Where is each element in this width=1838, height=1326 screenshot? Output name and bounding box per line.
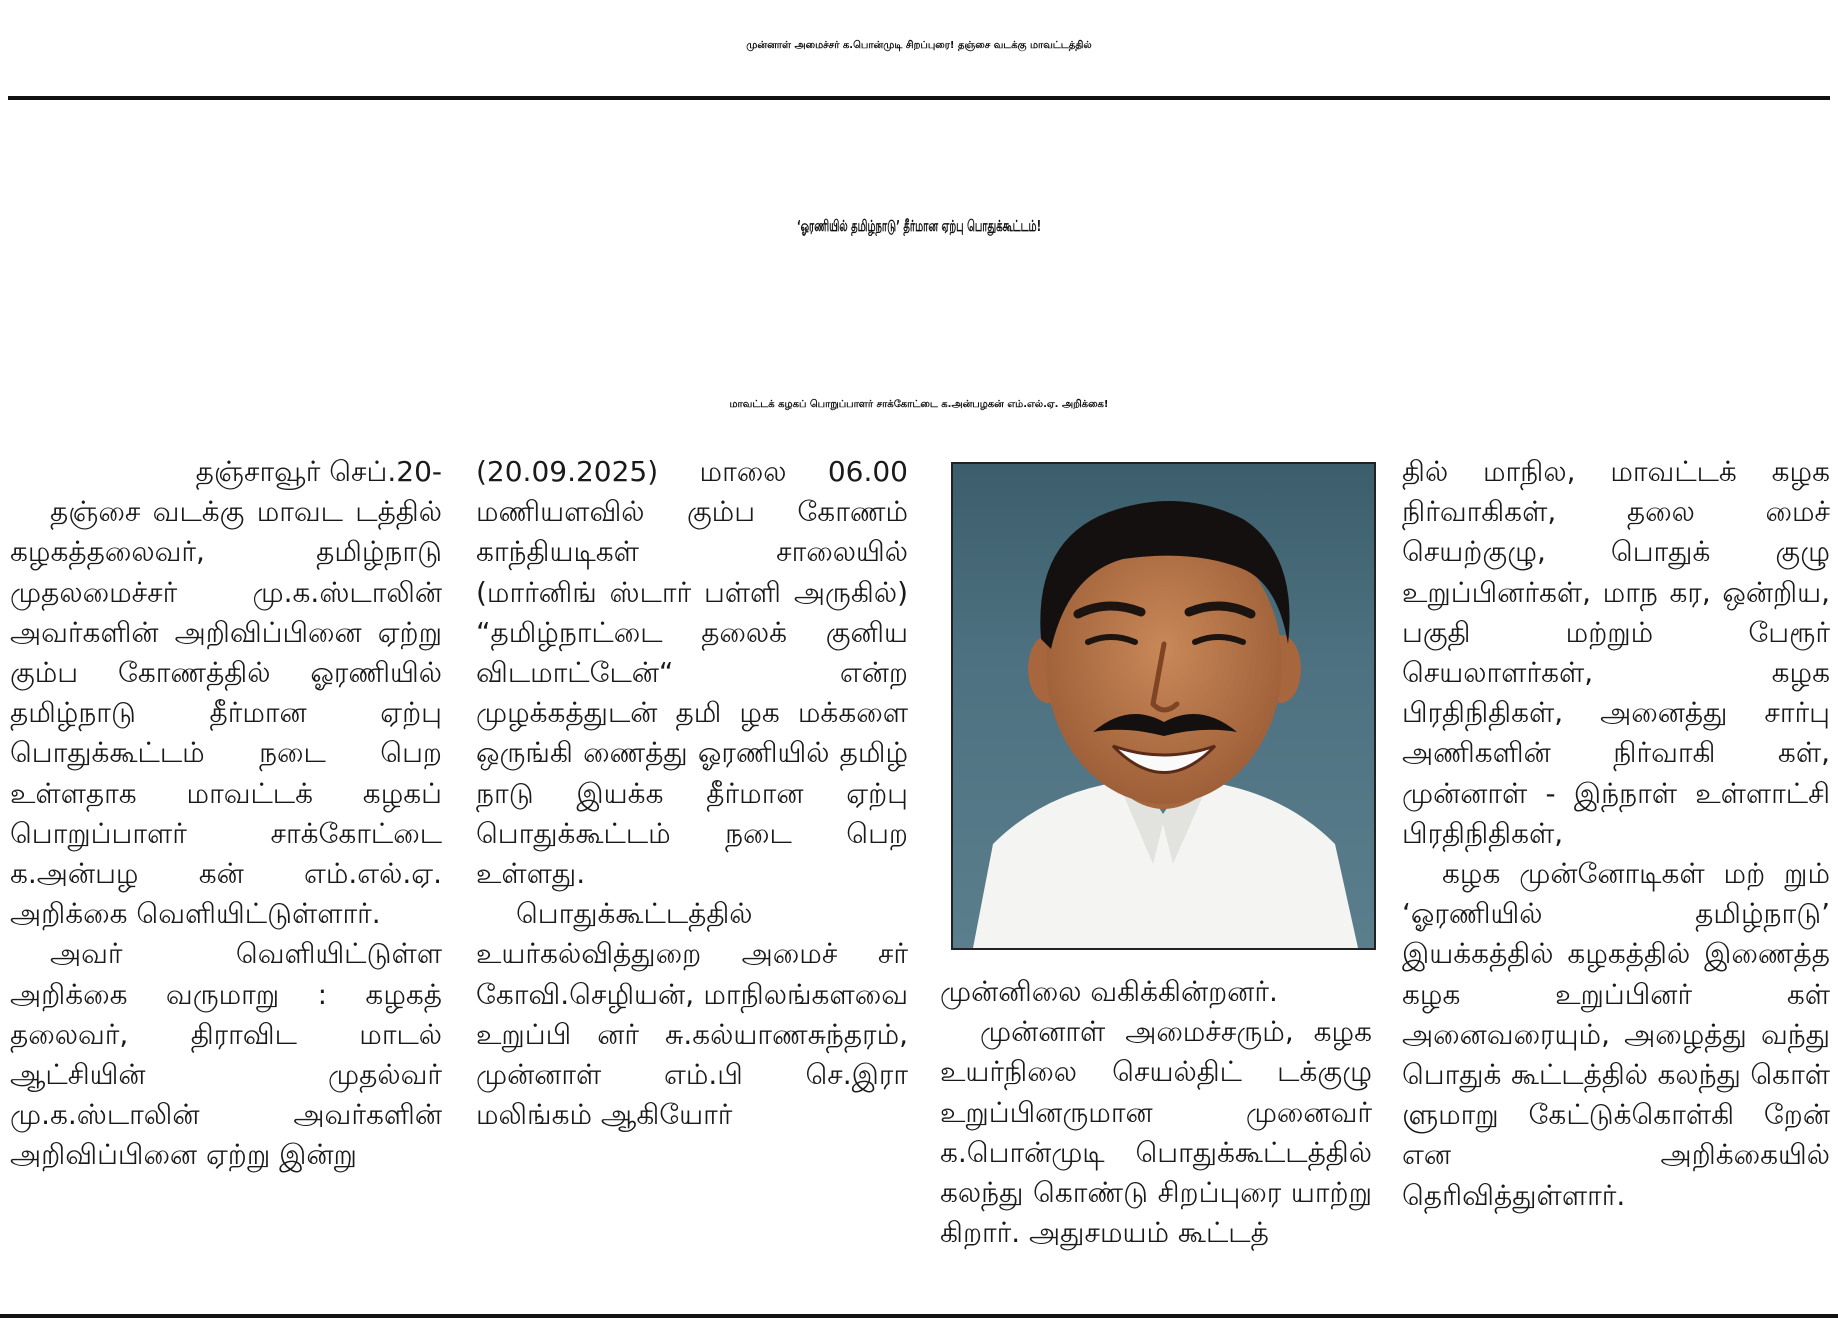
article-column-2: [476, 452, 908, 1272]
article-paragraph: பொதுக்கூட்டத்தில் உயர்கல்வித்துறை அமைச் சர் கோவி.செழியன், மாநிலங்களவை உறுப்பி னர் சு.கல்யாணசுந்தரம், முன்னாள் எம்.பி செ.இரா மலிங்கம் ஆகியோர்: [476, 897, 908, 1132]
article-paragraph: (20.09.2025) மாலை 06.00 மணியளவில் கும்ப கோணம் காந்தியடிகள் சாலையில் (மார்னிங் ஸ்டார் பள்ளி அருகில்) “தமிழ்நாட்டை தலைக் குனிய விடமாட்டேன்“ என்ற முழக்கத்துடன் தமி ழக மக்களை ஒருங்கி ணைத்து ஓரணியில் தமிழ் நாடு இயக்க தீர்மான ஏற்பு பொதுக்கூட்டம் நடை பெற உள்ளது.: [476, 455, 908, 891]
sub-headline: மாவட்டக் கழகப் பொறுப்பாளர் சாக்கோட்டை க.அன்பழகன் எம்.எல்.ஏ. அறிக்கை!: [729, 399, 1109, 410]
article-paragraph: தஞ்சை வடக்கு மாவட டத்தில் கழகத்தலைவர், தமிழ்நாடு முதலமைச்சர் மு.க.ஸ்டாலின் அவர்களின் அறிவிப்பினை ஏற்று கும்ப கோணத்தில் ஓரணியில் தமிழ்நாடு தீர்மான ஏற்பு பொதுக்கூட்டம் நடை பெற உள்ளதாக மாவட்டக் கழகப் பொறுப்பாளர் சாக்கோட்டை க.அன்பழ கன் எம்.எல்.ஏ. அறிக்கை வெளியிட்டுள்ளார்.: [10, 495, 442, 931]
article-paragraph: தில் மாநில, மாவட்டக் கழக நிர்வாகிகள், தலை மைச் செயற்குழு, பொதுக் குழு உறுப்பினர்கள், மாந கர, ஒன்றிய, பகுதி மற்றும் பேரூர் செயலாளர்கள், கழக பிரதிநிதிகள், அனைத்து சார்பு அணிகளின் நிர்வாகி கள், முன்னாள் - இந்நாள் உள்ளாட்சி பிரதிநிதிகள்,: [1402, 455, 1830, 850]
article-paragraph: முன்னாள் அமைச்சரும், கழக உயர்நிலை செயல்திட் டக்குழு உறுப்பினருமான முனைவர் க.பொன்முடி பொதுக்கூட்டத்தில் கலந்து கொண்டு சிறப்புரை யாற்று கிறார். அதுசமயம் கூட்டத்: [940, 1015, 1372, 1250]
article-paragraph: முன்னிலை வகிக்கின்றனர்.: [940, 975, 1278, 1008]
article-column-3: [940, 972, 1372, 1272]
portrait-photo: [951, 462, 1376, 950]
kicker-headline: முன்னாள் அமைச்சர் க.பொன்முடி சிறப்புரை! தஞ்சை வடக்கு மாவட்டத்தில்: [746, 40, 1092, 51]
article-paragraph: கழக முன்னோடிகள் மற் றும் ‘ஓரணியில் தமிழ்நாடு’ இயக்கத்தில் கழகத்தில் இணைத்த கழக உறுப்பினர் கள் அனைவரையும், அழைத்து வந்து பொதுக் கூட்டத்தில் கலந்து கொள் ளுமாறு கேட்டுக்கொள்கி றேன் என அறிக்கையில் தெரிவித்துள்ளார்.: [1402, 857, 1830, 1212]
article-paragraph: அவர் வெளியிட்டுள்ள அறிக்கை வருமாறு : கழகத் தலைவர், திராவிட மாடல் ஆட்சியின் முதல்வர் மு.க.ஸ்டாலின் அவர்களின் அறிவிப்பினை ஏற்று இன்று: [10, 937, 442, 1172]
article-column-1: [10, 452, 442, 1272]
bottom-divider-rule: [0, 1314, 1838, 1318]
portrait-illustration: [953, 464, 1374, 948]
main-headline: ‘ஓரணியில் தமிழ்நாடு’ தீர்மான ஏற்பு பொதுக்கூட்டம்!: [796, 218, 1042, 236]
article-column-4: [1402, 452, 1830, 1272]
dateline: தஞ்சாவூர் செப்.20-: [195, 455, 442, 488]
